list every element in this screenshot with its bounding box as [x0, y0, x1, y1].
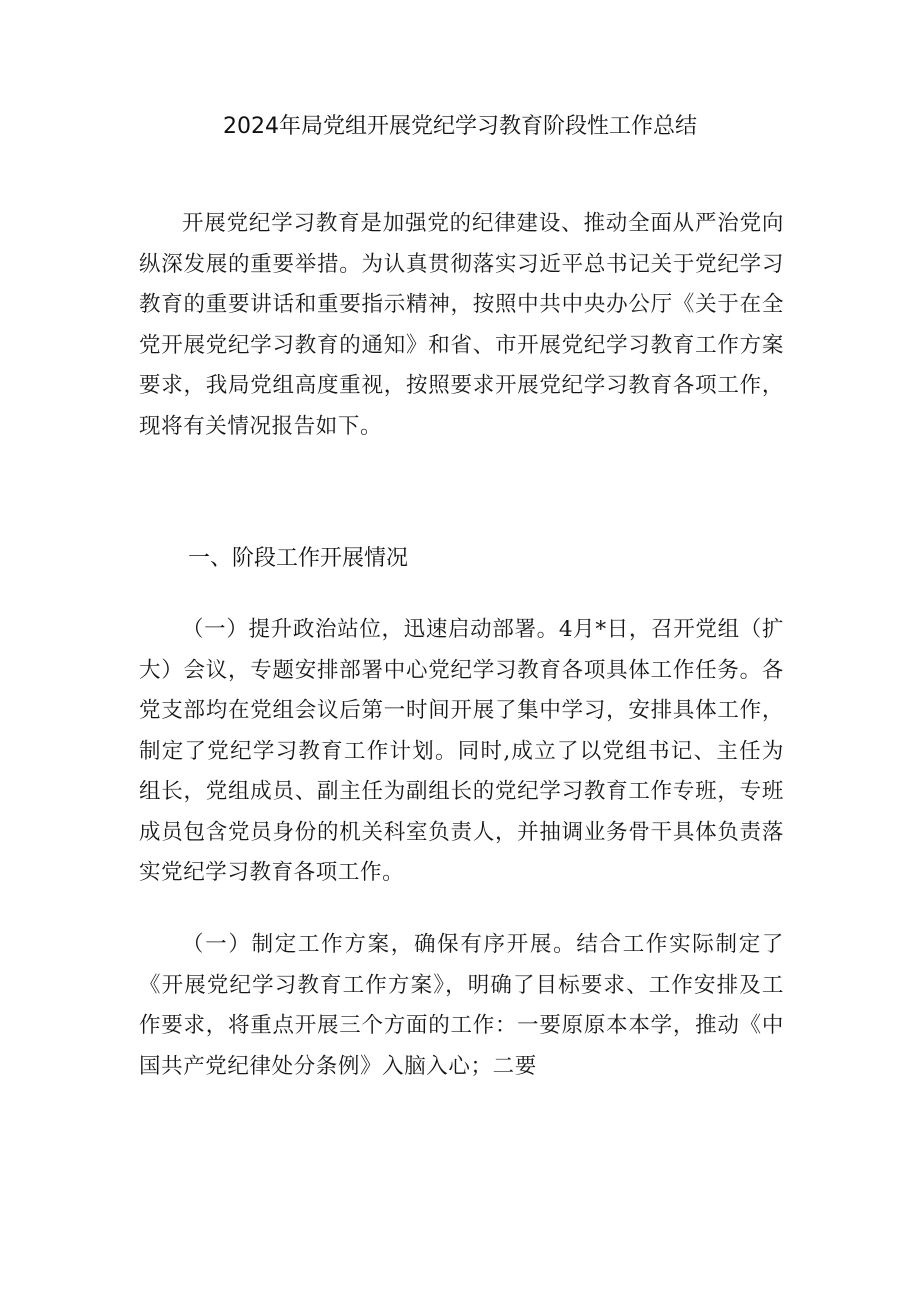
document-title: 2024年局党组开展党纪学习教育阶段性工作总结: [223, 114, 697, 139]
section-paragraph-1: （一）提升政治站位，迅速启动部署。4月*日，召开党组（扩大）会议，专题安排部署中心党纪学习教育各项具体工作任务。各党支部均在党组会议后第一时间开展了集中学习，安排具体工作，制定了党纪学习教育工作计划。同时,成立了以党组书记、主任为组长，党组成员、副主任为副组长的党纪学习教育工作专班，专班成员包含党员身份的机关科室负责人，并抽调业务骨干具体负责落实党纪学习教育各项工作。: [139, 617, 784, 885]
section-paragraph-2: （一）制定工作方案，确保有序开展。结合工作实际制定了《开展党纪学习教育工作方案》，明确了目标要求、工作安排及工作要求，将重点开展三个方面的工作：一要原原本本学，推动《中国共产党纪律处分条例》入脑入心；二要: [139, 932, 784, 1079]
section-heading: 一、阶段工作开展情况: [188, 546, 409, 571]
intro-paragraph: 开展党纪学习教育是加强党的纪律建设、推动全面从严治党向纵深发展的重要举措。为认真贯彻落实习近平总书记关于党纪学习教育的重要讲话和重要指示精神，按照中共中央办公厅《关于在全党开展党纪学习教育的通知》和省、市开展党纪学习教育工作方案要求，我局党组高度重视，按照要求开展党纪学习教育各项工作，现将有关情况报告如下。: [139, 211, 784, 439]
